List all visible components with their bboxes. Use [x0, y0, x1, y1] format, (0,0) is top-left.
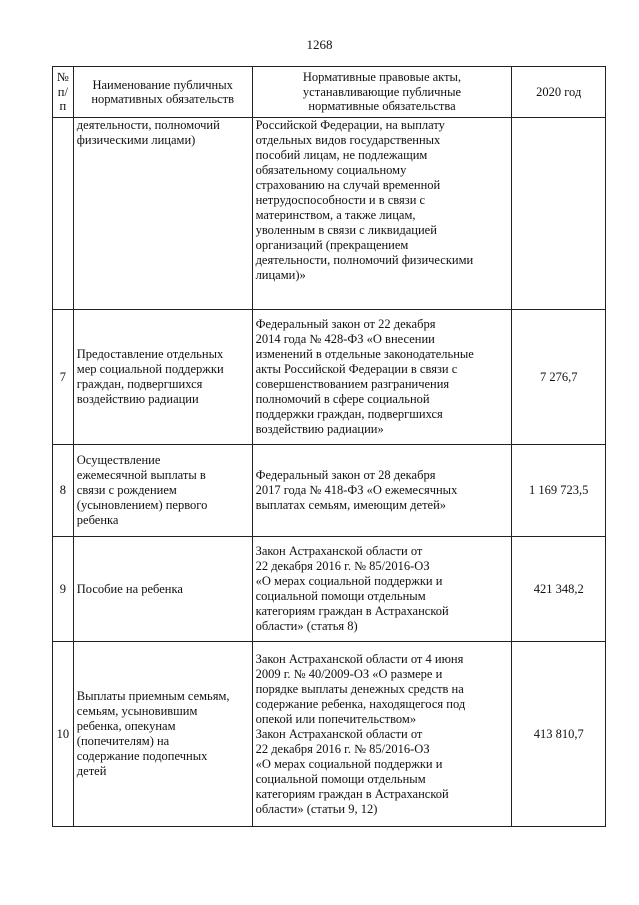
row-number: 10	[53, 642, 74, 827]
table-row	[53, 445, 606, 537]
header-number: № п/п	[53, 67, 74, 118]
header-year: 2020 год	[512, 67, 606, 118]
legal-act: Федеральный закон от 28 декабря 2017 года № 418-ФЗ «О ежемесячных выплатах семьям, имеющим детей»	[252, 445, 512, 537]
header-obligation-name: Наименование публичных нормативных обязательств	[73, 67, 252, 118]
obligation-name: Выплаты приемным семьям, семьям, усыновившим ребенка, опекунам (попечителям) на содержание подопечных детей	[73, 642, 252, 827]
obligation-name: деятельности, полномочий физическими лицами)	[73, 118, 252, 310]
table-row	[53, 537, 606, 642]
amount-2020: 413 810,7	[512, 642, 606, 827]
row-number	[53, 118, 74, 310]
legal-act: Российской Федерации, на выплату отдельных видов государственных пособий лицам, не подлежащим обязательному социальному страхованию на случай временной нетрудоспособности и в связи с материнством, а также лицам, уволенным в связи с ликвидацией организаций (прекращением деятельности, полномочий физическими лицами)»	[252, 118, 512, 310]
page-number: 1268	[306, 37, 333, 52]
amount-2020: 421 348,2	[512, 537, 606, 642]
row-number: 7	[53, 310, 74, 445]
obligations-table	[52, 66, 606, 827]
row-number: 9	[53, 537, 74, 642]
obligation-name: Пособие на ребенка	[73, 537, 252, 642]
header-legal-acts: Нормативные правовые акты, устанавливающие публичные нормативные обязательства	[252, 67, 512, 118]
amount-2020: 7 276,7	[512, 310, 606, 445]
row-number: 8	[53, 445, 74, 537]
table-row	[53, 118, 606, 310]
legal-act: Закон Астраханской области от 22 декабря 2016 г. № 85/2016-ОЗ «О мерах социальной поддержки и социальной помощи отдельным категориям граждан в Астраханской области» (статья 8)	[252, 537, 512, 642]
table-header-row	[53, 67, 606, 118]
amount-2020	[512, 118, 606, 310]
obligation-name: Предоставление отдельных мер социальной поддержки граждан, подвергшихся воздействию радиации	[73, 310, 252, 445]
legal-act: Федеральный закон от 22 декабря 2014 года № 428-ФЗ «О внесении изменений в отдельные законодательные акты Российской Федерации в связи с совершенствованием разграничения полномочий в сфере социальной поддержки граждан, подвергшихся воздействию радиации»	[252, 310, 512, 445]
amount-2020: 1 169 723,5	[512, 445, 606, 537]
obligation-name: Осуществление ежемесячной выплаты в связи с рождением (усыновлением) первого ребенка	[73, 445, 252, 537]
table-row	[53, 642, 606, 827]
legal-act: Закон Астраханской области от 4 июня 2009 г. № 40/2009-ОЗ «О размере и порядке выплаты денежных средств на содержание ребенка, находящегося под опекой или попечительством» Закон Астраханской области от 22 декабря 2016 г. № 85/2016-ОЗ «О мерах социальной поддержки и социальной помощи отдельным категориям граждан в Астраханской области» (статьи 9, 12)	[252, 642, 512, 827]
table-row	[53, 310, 606, 445]
